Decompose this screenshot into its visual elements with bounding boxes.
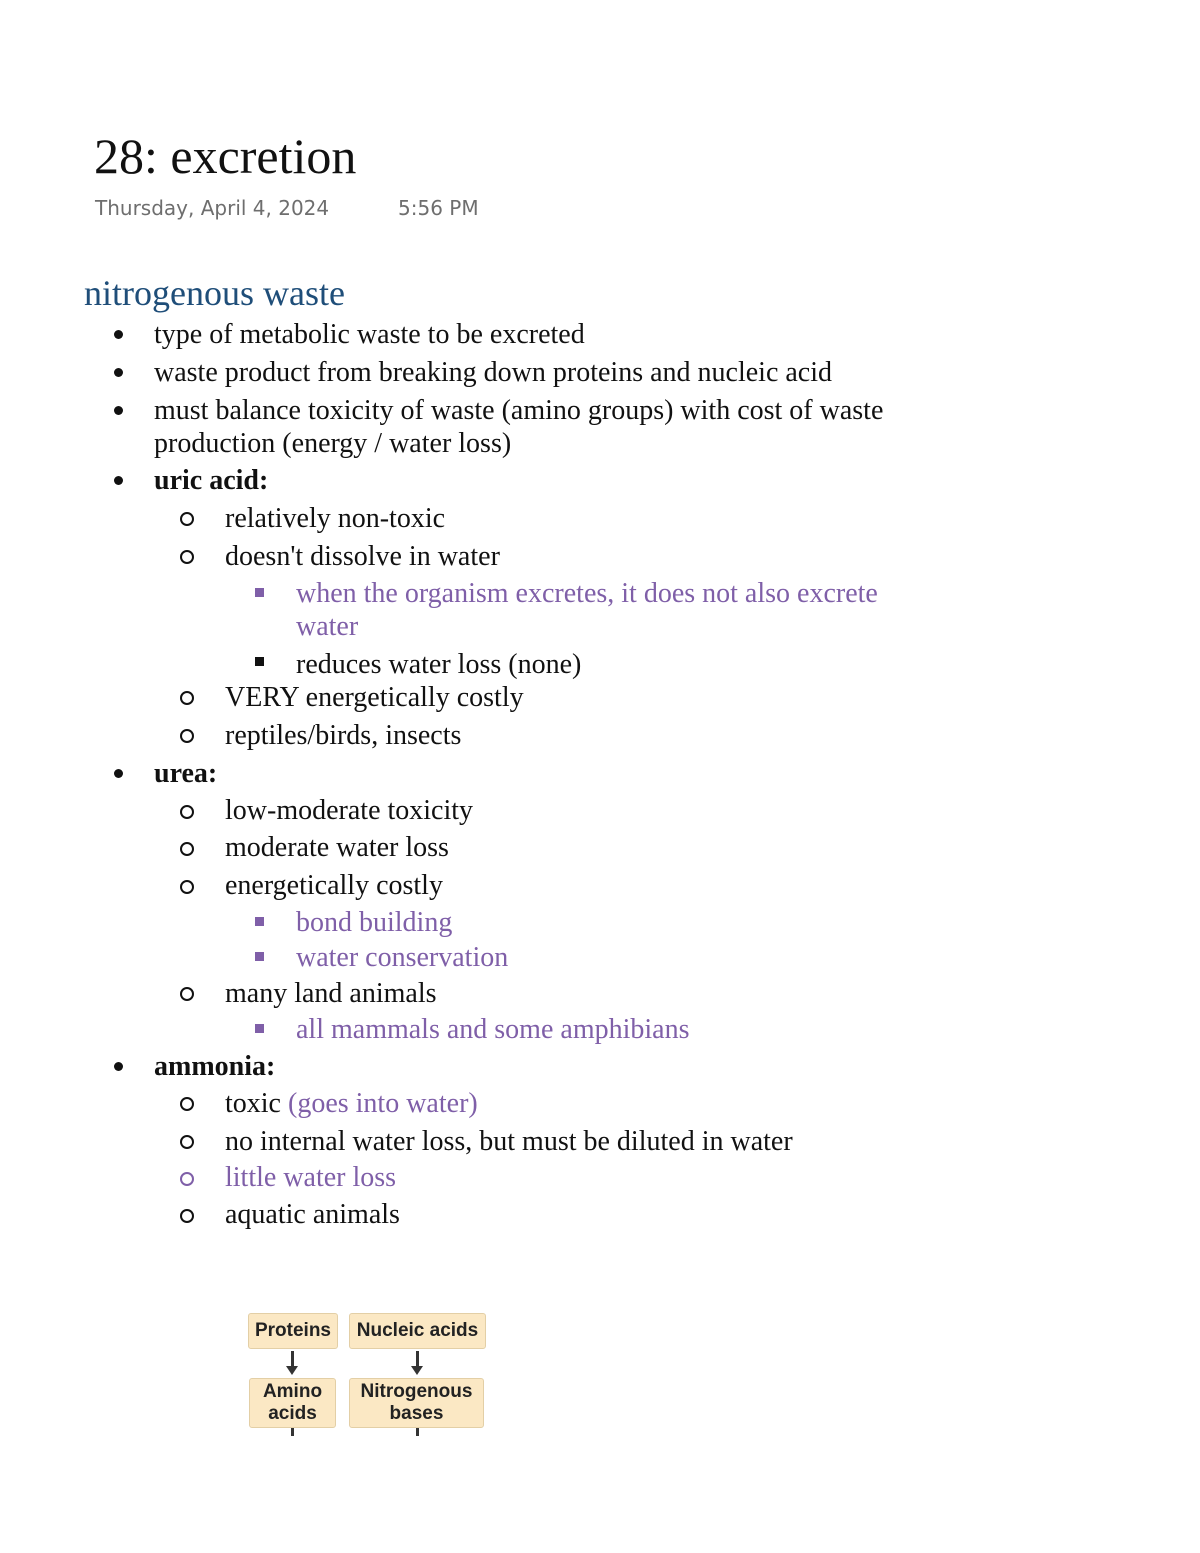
- connector-icon: [416, 1428, 419, 1436]
- diagram-box-proteins: Proteins: [248, 1313, 338, 1349]
- circle-bullet-icon: [180, 691, 196, 707]
- arrow-head-icon: [286, 1366, 298, 1375]
- bullet-icon: [112, 406, 126, 420]
- arrow-head-icon: [411, 1366, 423, 1375]
- circle-bullet-icon: [180, 512, 196, 528]
- list-item: must balance toxicity of waste (amino groups) with cost of waste: [154, 395, 884, 426]
- list-item: reduces water loss (none): [296, 649, 582, 680]
- list-item: reptiles/birds, insects: [225, 720, 462, 751]
- bullet-icon: [112, 1062, 126, 1076]
- urea-label: urea:: [154, 758, 218, 789]
- list-item-text: toxic: [225, 1088, 281, 1119]
- list-item-continuation: water: [296, 611, 359, 642]
- page-title: 28: excretion: [94, 128, 357, 184]
- list-item: aquatic animals: [225, 1199, 400, 1230]
- square-bullet-icon: [255, 1024, 265, 1034]
- connector-icon: [291, 1428, 294, 1436]
- diagram-box-line: Amino: [262, 1381, 323, 1402]
- list-item: relatively non-toxic: [225, 503, 446, 534]
- diagram-box-nitrogenous-bases: [349, 1378, 484, 1428]
- list-item: water conservation: [296, 942, 509, 973]
- list-item: energetically costly: [225, 870, 443, 901]
- list-item-continuation: production (energy / water loss): [154, 428, 512, 459]
- list-item: doesn't dissolve in water: [225, 541, 500, 572]
- nitrogen-waste-diagram: [245, 1310, 490, 1440]
- list-item: type of metabolic waste to be excreted: [154, 319, 585, 350]
- list-item: no internal water loss, but must be diluted in water: [225, 1126, 793, 1157]
- circle-bullet-icon: [180, 1209, 196, 1225]
- square-bullet-icon: [255, 588, 265, 598]
- bullet-icon: [112, 476, 126, 490]
- list-item-note: (goes into water): [288, 1088, 478, 1119]
- diagram-box-nucleic-acids: Nucleic acids: [349, 1313, 486, 1349]
- ammonia-label: ammonia:: [154, 1051, 276, 1082]
- square-bullet-icon: [255, 952, 265, 962]
- diagram-box-amino-acids: [249, 1378, 336, 1428]
- uric-acid-label: uric acid:: [154, 465, 269, 496]
- circle-bullet-icon: [180, 880, 196, 896]
- circle-bullet-icon: [180, 1135, 196, 1151]
- diagram-box-line: Nitrogenous: [360, 1381, 473, 1402]
- circle-bullet-icon: [180, 1172, 196, 1188]
- diagram-box-line: acids: [268, 1403, 317, 1424]
- diagram-box-line: bases: [389, 1403, 444, 1424]
- page-time: 5:56 PM: [398, 196, 479, 220]
- list-item: [225, 1087, 478, 1120]
- bullet-icon: [112, 330, 126, 344]
- list-item: waste product from breaking down proteins and nucleic acid: [154, 357, 833, 388]
- circle-bullet-icon: [180, 550, 196, 566]
- square-bullet-icon: [255, 657, 265, 667]
- circle-bullet-icon: [180, 842, 196, 858]
- circle-bullet-icon: [180, 1097, 196, 1113]
- list-item: low-moderate toxicity: [225, 795, 474, 826]
- circle-bullet-icon: [180, 987, 196, 1003]
- page-date: Thursday, April 4, 2024: [95, 196, 330, 220]
- bullet-icon: [112, 769, 126, 783]
- square-bullet-icon: [255, 917, 265, 927]
- list-item: VERY energetically costly: [225, 682, 524, 713]
- list-item: all mammals and some amphibians: [296, 1014, 690, 1045]
- bullet-icon: [112, 368, 126, 382]
- section-heading: nitrogenous waste: [84, 273, 345, 313]
- list-item: little water loss: [225, 1162, 397, 1193]
- list-item: when the organism excretes, it does not also excrete: [296, 578, 878, 609]
- list-item: many land animals: [225, 978, 437, 1009]
- circle-bullet-icon: [180, 805, 196, 821]
- circle-bullet-icon: [180, 729, 196, 745]
- list-item: bond building: [296, 907, 453, 938]
- list-item: moderate water loss: [225, 832, 449, 863]
